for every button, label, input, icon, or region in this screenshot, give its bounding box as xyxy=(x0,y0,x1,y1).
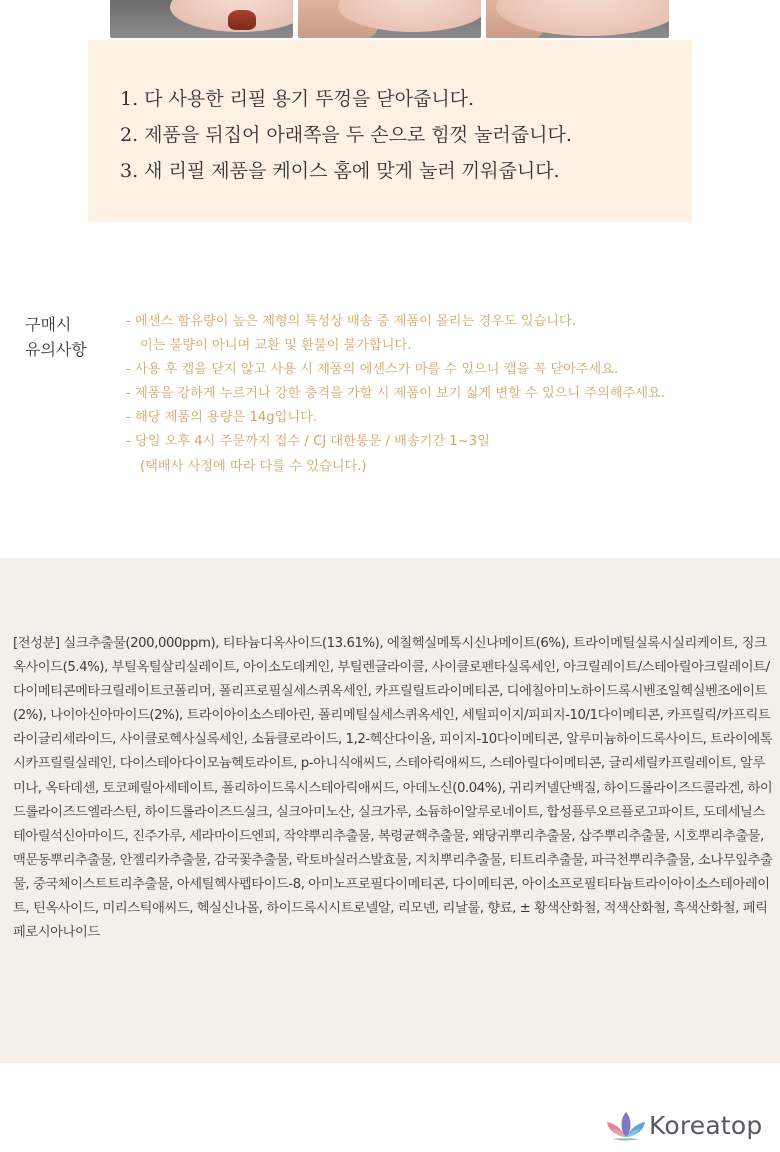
notice-line-1: - 에센스 함유량이 높은 제형의 특성상 배송 중 제품이 몰리는 경우도 있습니다. xyxy=(126,314,576,329)
step-photo-2 xyxy=(298,0,481,38)
notice-line-6: - 당일 오후 4시 주문까지 접수 / CJ 대한통운 / 배송기간 1~3일 xyxy=(126,434,490,449)
notice-line-7: (택배사 사정에 따라 다를 수 있습니다.) xyxy=(140,459,367,474)
step-photo-1 xyxy=(110,0,293,38)
notice-line-4: - 제품을 강하게 누르거나 강한 충격을 가할 시 제품이 보기 싫게 변할 수 있으니 주의해주세요. xyxy=(126,386,665,401)
usage-step-3: 3. 새 리필 제품을 케이스 홈에 맞게 눌러 끼워줍니다. xyxy=(120,160,560,182)
ingredients-text: [전성분] 실크추출물(200,000ppm), 티타늄디옥사이드(13.61%), 에칠헥실메톡시신나메이트(6%), 트라이메틸실록시실리케이트, 징크옥사이드(5.4%), 부틸옥틸살리실레이트, 아이소도데케인, 부틸렌글라이콜, 사이클로펜타실록세인, 아크릴레이트/스테아릴아크릴레이트/다이메티콘메타크릴레이트코폴리머, 폴리프로필실세스퀴옥세인, 카프릴릴트라이메티콘, 디에칠아미노하이드록시벤조일헥실벤조에이트(2%), 나이아신아마이드(2%), 트라이아이소스테아린, 폴리메틸실세스퀴옥세인, 세틸피이지/피피지-10/1다이메티콘, 카프릴릭/카프릭트라이글리세라이드, 사이클로헥사실록세인, 소듐클로라이드, 1,2-헥산다이올, 피이지-10다이메티콘, 알루미늄하이드록사이드, 트라이에톡시카프릴릴실레인, 다이스테아다이모늄헥토라이트, p-아니식애씨드, 스테아릭애씨드, 스테아릴다이메티콘, 글리세릴카프릴레이트, 알루미나, 옥타데센, 토코페릴아세테이트, 폴리하이드록시스테아릭애씨드, 아데노신(0.04%), 귀리커넬단백질, 하이드롤라이즈드콜라겐, 하이드롤라이즈드엘라스틴, 하이드롤라이즈드실크, 실크아미노산, 실크가루, 소듐하이알루로네이트, 합성플루오르플로고파이트, 도데세닐스테아릴석신아마이드, 진주가루, 세라마이드엔피, 작약뿌리추출물, 복령균핵추출물, 왜당귀뿌리추출물, 삽주뿌리추출물, 시호뿌리추출물, 맥문동뿌리추출물, 안젤리카추출물, 감국꽃추출물, 락토바실러스발효물, 지치뿌리추출물, 티트리추출물, 파극천뿌리추출물, 소나무잎추출물, 중국체이스트트리추출물, 아세틸헥사펩타이드-8, 아미노프로필다이메티콘, 다이메티콘, 아이소프로필티타늄트라이아이소스테아레이트, 틴옥사이드, 미리스틱애씨드, 헥실신나몰, 하이드록시시트로넬알, 리모넨, 리날룰, 향료, ± 황색산화철, 적색산화철, 흑색산화철, 페릭페로시아나이드 xyxy=(13,636,773,941)
notice-heading xyxy=(25,312,87,362)
koreatop-logo xyxy=(605,1109,775,1145)
lotus-icon xyxy=(605,1110,647,1142)
notice-line-3: - 사용 후 캡을 닫지 않고 사용 시 제품의 에센스가 마를 수 있으니 캡을 꼭 닫아주세요. xyxy=(126,362,619,377)
notice-heading-line-2: 유의사항 xyxy=(25,340,87,359)
notice-line-2: 이는 불량이 아니며 교환 및 환불이 불가합니다. xyxy=(140,338,412,353)
product-photo-strip xyxy=(0,0,780,44)
step-photo-3 xyxy=(486,0,669,38)
notice-line-5: - 해당 제품의 용량은 14g입니다. xyxy=(126,410,317,425)
notice-heading-line-1: 구매시 xyxy=(25,315,72,334)
logo-wordmark: Koreatop xyxy=(649,1111,763,1140)
usage-step-1: 1. 다 사용한 리필 용기 뚜껑을 닫아줍니다. xyxy=(120,88,475,110)
usage-step-2: 2. 제품을 뒤집어 아래쪽을 두 손으로 힘껏 눌러줍니다. xyxy=(120,124,572,146)
